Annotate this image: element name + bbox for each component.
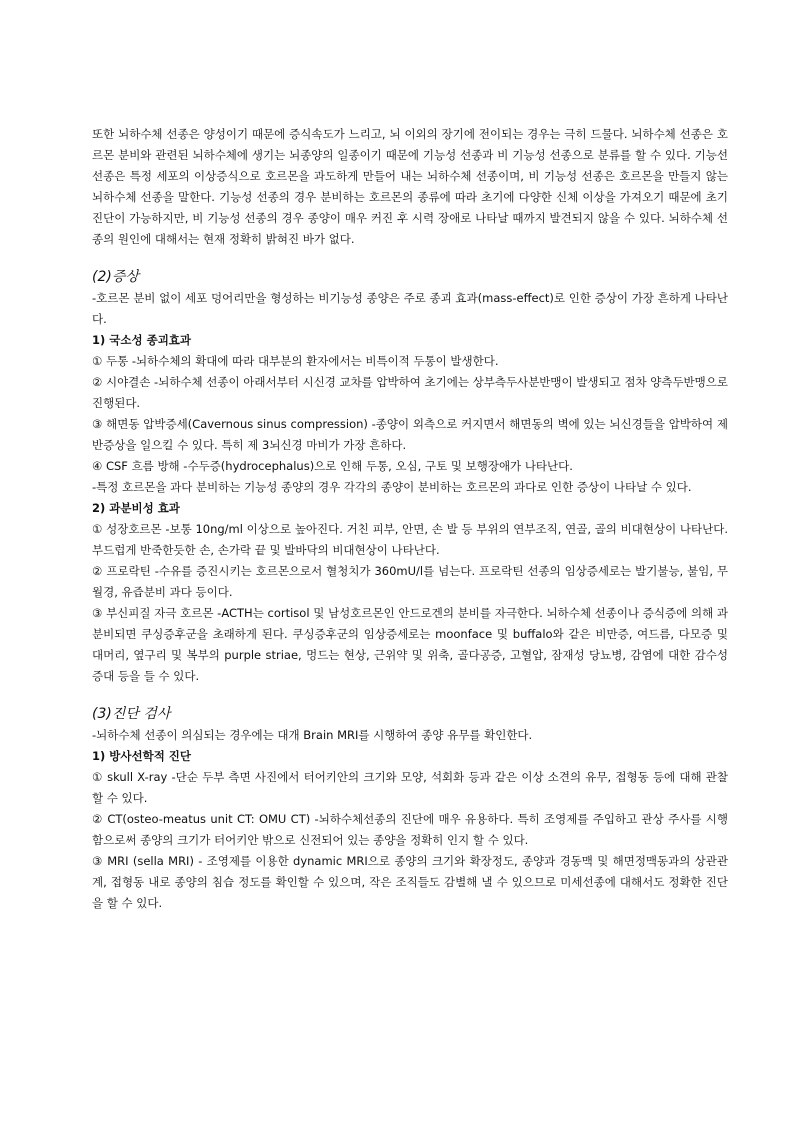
hyper-item-growth-hormone: ① 성장호르몬 -보통 10ng/ml 이상으로 높아진다. 거친 피부, 안면, 손 발 등 부위의 연부조직, 연골, 골의 비대현상이 나타난다. 부드럽게 반죽한듯한 손, 손가락 끝 및 발바닥의 비대현상이 나타난다. (92, 522, 728, 557)
radiology-item-skull-xray: ① skull X-ray -단순 두부 측면 사진에서 터어키안의 크기와 모양, 석회화 등과 같은 이상 소견의 유무, 접형동 등에 대해 관찰할 수 있다. (92, 770, 728, 805)
subsection-title-hypersecretion: 2) 과분비성 효과 (92, 501, 180, 515)
intro-paragraph: 또한 뇌하수체 선종은 양성이기 때문에 증식속도가 느리고, 뇌 이외의 장기에 전이되는 경우는 극히 드물다. 뇌하수체 선종은 호르몬 분비와 관련된 뇌하수체에 생기는 뇌종양의 일종이기 때문에 기능성 선종과 비 기능성 선종으로 분류를 할 수 있다. 기능선 선종은 특정 세포의 이상증식으로 호르몬을 과도하게 만들어 내는 뇌하수체 선종이며, 비 기능성 선종은 호르몬을 만들지 않는 뇌하수체 선종을 말한다. 기능성 선종의 경우 분비하는 호르몬의 종류에 따라 초기에 다양한 신체 이상을 가져오기 때문에 초기 진단이 가능하지만, 비 기능성 선종의 경우 종양이 매우 커진 후 시력 장애로 나타날 때까지 발견되지 않을 수 있다. 뇌하수체 선종의 원인에 대해서는 현재 정확히 밝혀진 바가 없다. (92, 127, 728, 246)
local-item-functional-note: -특정 호르몬을 과다 분비하는 기능성 종양의 경우 각각의 종양이 분비하는 호르몬의 과다로 인한 증상이 나타날 수 있다. (92, 480, 692, 494)
radiology-item-mri: ③ MRI (sella MRI) - 조영제를 이용한 dynamic MRI으로 종양의 크기와 확장정도, 종양과 경동맥 및 해면정맥동과의 상관관계, 접형동 내로 종양의 침습 정도를 확인할 수 있으며, 작은 조직들도 감별해 낼 수 있으므로 미세선종에 대해서도 정확한 진단을 할 수 있다. (92, 854, 728, 910)
local-item-csf: ④ CSF 흐름 방해 -수두증(hydrocephalus)으로 인해 두통, 오심, 구토 및 보행장애가 나타난다. (92, 459, 573, 473)
local-item-headache: ① 두통 -뇌하수체의 확대에 따라 대부분의 환자에서는 비특이적 두통이 발생한다. (92, 354, 499, 368)
hyper-item-prolactin: ② 프로락틴 -수유를 증진시키는 호르몬으로서 혈청치가 360mU/l를 넘는다. 프로락틴 선종의 임상증세로는 발기불능, 불임, 무월경, 유즙분비 과다 등이다. (92, 564, 728, 599)
local-item-cavernous-sinus: ③ 해면동 압박증세(Cavernous sinus compression) -종양이 외측으로 커지면서 해면동의 벽에 있는 뇌신경들을 압박하여 제반증상을 일으킬 수 있다. 특히 제 3뇌신경 마비가 가장 흔하다. (92, 417, 728, 452)
document-page (92, 124, 728, 914)
radiology-item-ct: ② CT(osteo-meatus unit CT: OMU CT) -뇌하수체선종의 진단에 매우 유용하다. 특히 조영제를 주입하고 관상 주사를 시행함으로써 종양의 크기가 터어키안 밖으로 신전되어 있는 종양을 정확히 인지 할 수 있다. (92, 812, 728, 847)
symptoms-lead: -호르몬 분비 없이 세포 덩어리만을 형성하는 비기능성 종양은 주로 종괴 효과(mass-effect)로 인한 증상이 가장 흔하게 나타난다. (92, 291, 728, 326)
local-item-visual-field: ② 시야결손 -뇌하수체 선종이 아래서부터 시신경 교차를 압박하여 초기에는 상부측두사분반맹이 발생되고 점차 양측두반맹으로 진행된다. (92, 375, 728, 410)
section-title-symptoms: (2)증상 (92, 269, 139, 285)
subsection-title-local-mass-effect: 1) 국소성 종괴효과 (92, 333, 192, 347)
section-title-diagnosis: (3)진단 검사 (92, 706, 171, 722)
hyper-item-acth: ③ 부신피질 자극 호르몬 -ACTH는 cortisol 및 남성호르몬인 안드로겐의 분비를 자극한다. 뇌하수체 선종이나 증식증에 의해 과분비되면 쿠싱증후군을 초래하게 된다. 쿠싱증후군의 임상증세로는 moonface 및 buffalo와 같은 비만증, 여드름, 다모증 및 대머리, 옆구리 및 복부의 purple striae, 멍드는 현상, 근위약 및 위축, 골다공증, 고혈압, 잠재성 당뇨병, 감염에 대한 감수성 증대 등을 들 수 있다. (92, 606, 728, 683)
subsection-title-radiology: 1) 방사선학적 진단 (92, 749, 192, 763)
diagnosis-lead: -뇌하수체 선종이 의심되는 경우에는 대개 Brain MRI를 시행하여 종양 유무를 확인한다. (92, 728, 533, 742)
